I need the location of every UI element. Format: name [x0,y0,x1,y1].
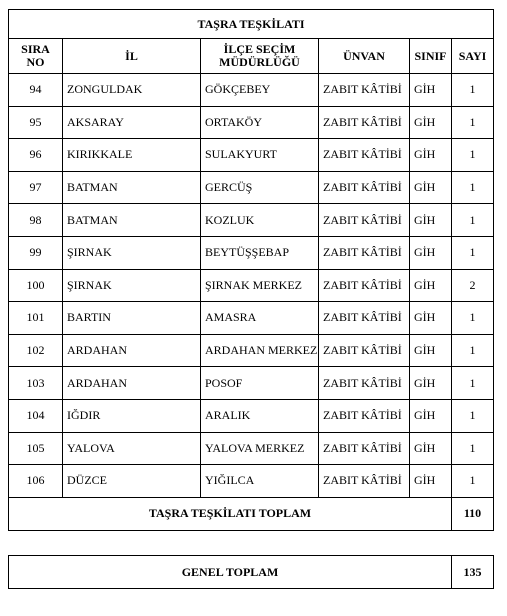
cell-unvan: ZABIT KÂTİBİ [319,171,410,204]
cell-sira: 100 [9,269,63,302]
table-row [9,269,494,302]
cell-unvan: ZABIT KÂTİBİ [319,106,410,139]
cell-ilce: KOZLUK [201,204,319,237]
header-il: İL [63,39,201,74]
table-row [9,204,494,237]
header-sira-no [9,39,63,74]
cell-sayi: 1 [452,367,494,400]
table-row [9,334,494,367]
table-row [9,106,494,139]
cell-il: AKSARAY [63,106,201,139]
header-ilce-line2: MÜDÜRLÜĞÜ [219,55,300,69]
cell-sira: 101 [9,302,63,335]
cell-sira: 95 [9,106,63,139]
cell-sayi: 1 [452,399,494,432]
cell-sayi: 1 [452,432,494,465]
cell-sira: 97 [9,171,63,204]
cell-ilce: ARDAHAN MERKEZ [201,334,319,367]
cell-unvan: ZABIT KÂTİBİ [319,334,410,367]
cell-sira: 103 [9,367,63,400]
table-row [9,171,494,204]
table-title: TAŞRA TEŞKİLATI [9,10,494,39]
cell-sayi: 1 [452,334,494,367]
cell-sinif: GİH [410,367,452,400]
cell-sayi: 1 [452,204,494,237]
table-row [9,465,494,498]
cell-il: ARDAHAN [63,334,201,367]
cell-sira: 94 [9,74,63,107]
genel-toplam-table [8,555,494,589]
table-row [9,74,494,107]
cell-ilce: ORTAKÖY [201,106,319,139]
cell-sira: 102 [9,334,63,367]
cell-unvan: ZABIT KÂTİBİ [319,399,410,432]
cell-sinif: GİH [410,334,452,367]
cell-il: IĞDIR [63,399,201,432]
table-row [9,432,494,465]
total-value: 110 [452,497,494,530]
cell-sayi: 1 [452,139,494,172]
cell-il: ŞIRNAK [63,269,201,302]
total-label: TAŞRA TEŞKİLATI TOPLAM [9,497,452,530]
cell-ilce: POSOF [201,367,319,400]
table-row [9,236,494,269]
header-ilce [201,39,319,74]
header-sinif: SINIF [410,39,452,74]
cell-ilce: AMASRA [201,302,319,335]
cell-il: KIRIKKALE [63,139,201,172]
cell-sayi: 1 [452,74,494,107]
cell-sinif: GİH [410,171,452,204]
cell-unvan: ZABIT KÂTİBİ [319,432,410,465]
cell-sinif: GİH [410,204,452,237]
header-sayi: SAYI [452,39,494,74]
cell-il: BATMAN [63,171,201,204]
cell-sira: 96 [9,139,63,172]
cell-sinif: GİH [410,269,452,302]
cell-sayi: 2 [452,269,494,302]
cell-sira: 106 [9,465,63,498]
cell-sira: 99 [9,236,63,269]
cell-unvan: ZABIT KÂTİBİ [319,236,410,269]
cell-sira: 105 [9,432,63,465]
cell-sayi: 1 [452,236,494,269]
header-sira-line2: NO [26,55,45,69]
cell-ilce: SULAKYURT [201,139,319,172]
tasra-teskilati-table [8,9,494,531]
cell-sinif: GİH [410,106,452,139]
cell-sira: 98 [9,204,63,237]
genel-toplam-label: GENEL TOPLAM [9,556,452,589]
cell-unvan: ZABIT KÂTİBİ [319,204,410,237]
cell-unvan: ZABIT KÂTİBİ [319,74,410,107]
cell-ilce: ARALIK [201,399,319,432]
cell-sinif: GİH [410,74,452,107]
table-row [9,302,494,335]
cell-sinif: GİH [410,399,452,432]
cell-sayi: 1 [452,465,494,498]
total-row [9,497,494,530]
header-sira-line1: SIRA [21,42,50,56]
cell-sinif: GİH [410,302,452,335]
cell-il: ŞIRNAK [63,236,201,269]
cell-sayi: 1 [452,302,494,335]
cell-ilce: ŞIRNAK MERKEZ [201,269,319,302]
cell-il: BARTIN [63,302,201,335]
cell-sinif: GİH [410,139,452,172]
cell-ilce: GERCÜŞ [201,171,319,204]
cell-unvan: ZABIT KÂTİBİ [319,139,410,172]
cell-il: ZONGULDAK [63,74,201,107]
cell-unvan: ZABIT KÂTİBİ [319,367,410,400]
table-row [9,367,494,400]
cell-unvan: ZABIT KÂTİBİ [319,269,410,302]
cell-il: BATMAN [63,204,201,237]
cell-ilce: GÖKÇEBEY [201,74,319,107]
cell-sinif: GİH [410,465,452,498]
table-row [9,139,494,172]
cell-sinif: GİH [410,236,452,269]
cell-il: YALOVA [63,432,201,465]
cell-unvan: ZABIT KÂTİBİ [319,465,410,498]
cell-il: DÜZCE [63,465,201,498]
table-body [9,74,494,498]
cell-sira: 104 [9,399,63,432]
cell-ilce: BEYTÜŞŞEBAP [201,236,319,269]
genel-toplam-row [9,556,494,589]
cell-sayi: 1 [452,106,494,139]
cell-sinif: GİH [410,432,452,465]
genel-toplam-value: 135 [452,556,494,589]
cell-ilce: YIĞILCA [201,465,319,498]
table-row [9,399,494,432]
cell-il: ARDAHAN [63,367,201,400]
cell-ilce: YALOVA MERKEZ [201,432,319,465]
header-unvan: ÜNVAN [319,39,410,74]
header-ilce-line1: İLÇE SEÇİM [223,42,296,56]
cell-sayi: 1 [452,171,494,204]
cell-unvan: ZABIT KÂTİBİ [319,302,410,335]
